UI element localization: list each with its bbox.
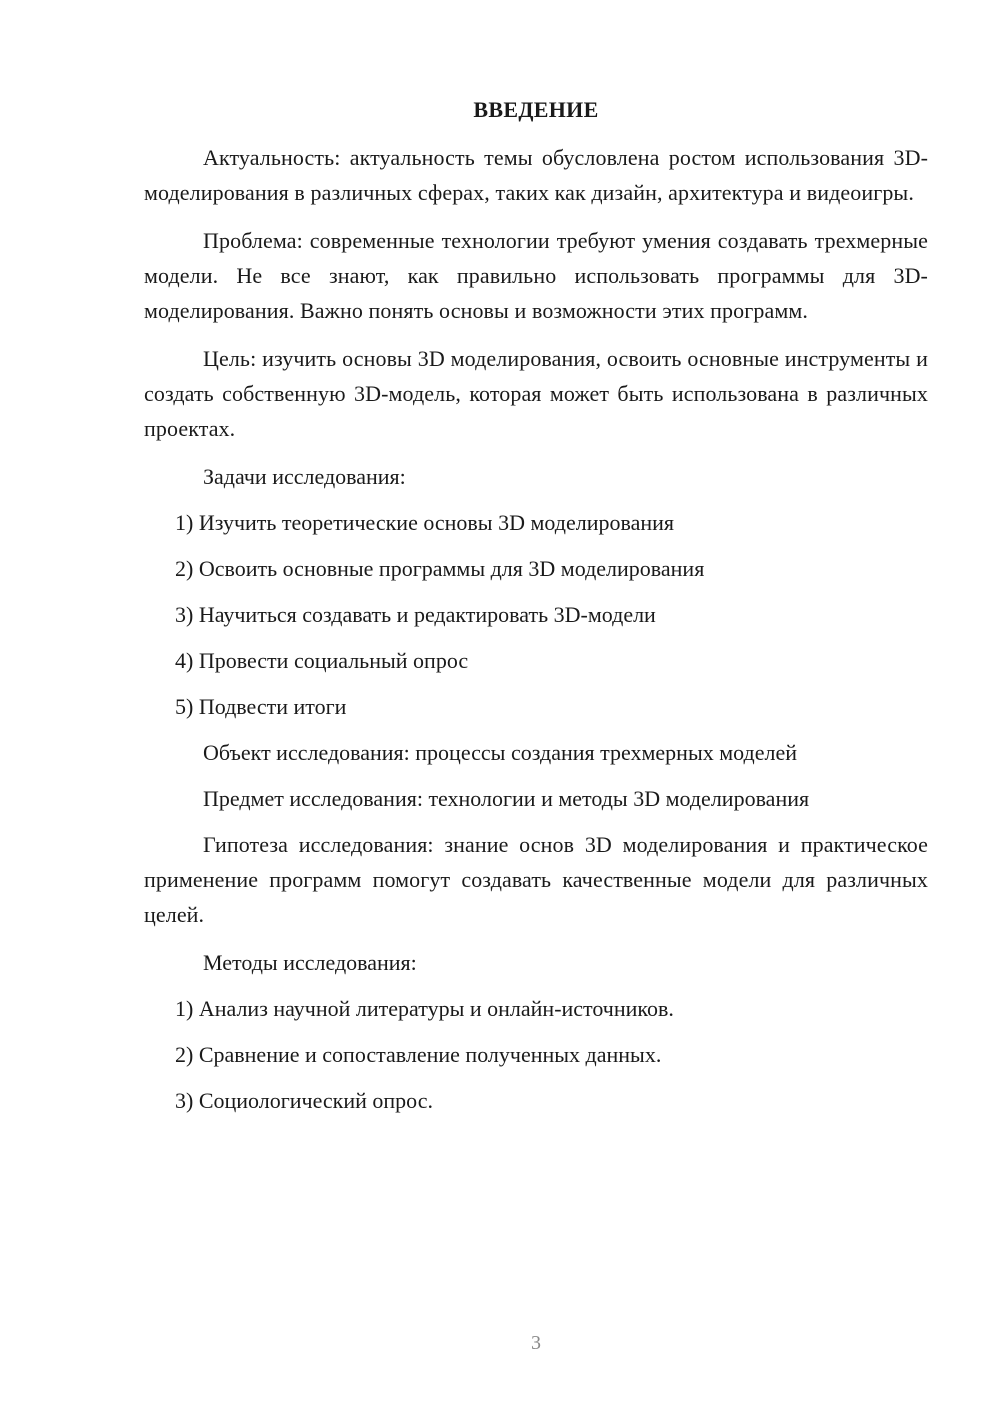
hypothesis-paragraph: Гипотеза исследования: знание основ 3D моделирования и практическое применение программ помогут создавать качественные модели для различных целей. (144, 832, 928, 927)
page-content (144, 96, 928, 1129)
list-item: 1) Изучить теоретические основы 3D моделирования (175, 510, 674, 535)
page-number: 3 (531, 1332, 541, 1354)
methods-heading: Методы исследования: (203, 950, 417, 975)
list-item: 5) Подвести итоги (175, 694, 347, 719)
tasks-list (144, 505, 928, 724)
page-title: ВВЕДЕНИЕ (473, 97, 599, 122)
subject-line: Предмет исследования: технологии и методы 3D моделирования (203, 786, 810, 811)
list-item: 2) Освоить основные программы для 3D моделирования (175, 556, 705, 581)
list-item: 2) Сравнение и сопоставление полученных данных. (175, 1042, 662, 1067)
goal-paragraph: Цель: изучить основы 3D моделирования, освоить основные инструменты и создать собственную 3D-модель, которая может быть использована в различных проектах. (144, 346, 928, 441)
object-line: Объект исследования: процессы создания трехмерных моделей (203, 740, 797, 765)
relevance-paragraph: Актуальность: актуальность темы обусловлена ростом использования 3D-моделирования в различных сферах, таких как дизайн, архитектура и видеоигры. (144, 145, 928, 205)
list-item: 3) Социологический опрос. (175, 1088, 433, 1113)
problem-paragraph: Проблема: современные технологии требуют умения создавать трехмерные модели. Не все знают, как правильно использовать программы для 3D-моделирования. Важно понять основы и возможности этих программ. (144, 228, 928, 323)
methods-list (144, 991, 928, 1118)
list-item: 3) Научиться создавать и редактировать 3D-модели (175, 602, 656, 627)
list-item: 1) Анализ научной литературы и онлайн-источников. (175, 996, 674, 1021)
list-item: 4) Провести социальный опрос (175, 648, 469, 673)
tasks-heading: Задачи исследования: (203, 464, 406, 489)
